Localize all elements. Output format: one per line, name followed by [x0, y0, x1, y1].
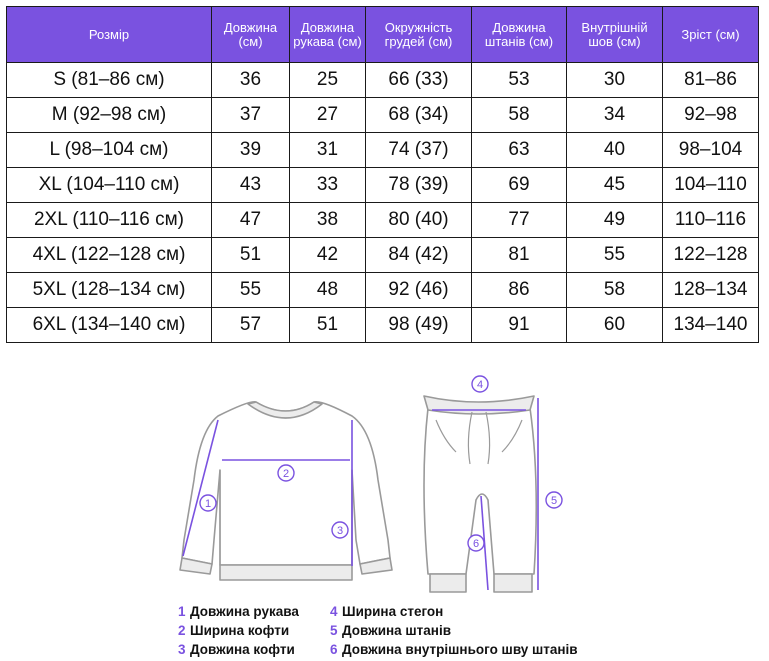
value-cell: 78 (39) [366, 168, 472, 203]
legend-number: 6 [330, 642, 338, 657]
header-height: Зріст (см) [663, 7, 759, 63]
value-cell: 68 (34) [366, 98, 472, 133]
value-cell: 38 [290, 203, 366, 238]
legend-label: Довжина штанів [342, 623, 452, 638]
value-cell: 51 [212, 238, 290, 273]
value-cell: 48 [290, 273, 366, 308]
value-cell: 98–104 [663, 133, 759, 168]
marker-5: 5 [550, 495, 558, 507]
size-cell: 5XL (128–134 см) [7, 273, 212, 308]
legend-label: Довжина кофти [190, 642, 295, 657]
marker-2: 2 [282, 468, 290, 480]
pants-right-cuff [494, 574, 532, 592]
size-cell: S (81–86 см) [7, 63, 212, 98]
marker-4: 4 [476, 379, 484, 391]
legend-number: 2 [178, 623, 186, 638]
legend-item [330, 603, 443, 621]
size-cell: 2XL (110–116 см) [7, 203, 212, 238]
value-cell: 30 [567, 63, 663, 98]
value-cell: 34 [567, 98, 663, 133]
value-cell: 77 [472, 203, 567, 238]
header-length: Довжина (см) [212, 7, 290, 63]
size-cell: L (98–104 см) [7, 133, 212, 168]
value-cell: 63 [472, 133, 567, 168]
value-cell: 86 [472, 273, 567, 308]
value-cell: 51 [290, 308, 366, 343]
value-cell: 53 [472, 63, 567, 98]
value-cell: 81–86 [663, 63, 759, 98]
header-inseam: Внутрішній шов (см) [567, 7, 663, 63]
value-cell: 98 (49) [366, 308, 472, 343]
size-cell: 4XL (122–128 см) [7, 238, 212, 273]
value-cell: 31 [290, 133, 366, 168]
pants-waistband [424, 396, 534, 414]
legend-number: 1 [178, 604, 186, 619]
size-cell: 6XL (134–140 см) [7, 308, 212, 343]
table-header-row [7, 7, 759, 63]
marker-6: 6 [472, 538, 480, 550]
value-cell: 55 [212, 273, 290, 308]
legend-label: Ширина кофти [190, 623, 290, 638]
value-cell: 49 [567, 203, 663, 238]
legend-label: Ширина стегон [342, 604, 444, 619]
value-cell: 39 [212, 133, 290, 168]
value-cell: 42 [290, 238, 366, 273]
value-cell: 27 [290, 98, 366, 133]
value-cell: 36 [212, 63, 290, 98]
value-cell: 92–98 [663, 98, 759, 133]
table-row [7, 133, 759, 168]
pants-left-cuff [430, 574, 466, 592]
value-cell: 134–140 [663, 308, 759, 343]
legend-item [178, 603, 299, 621]
legend-number: 5 [330, 623, 338, 638]
legend-number: 4 [330, 604, 338, 619]
header-size: Розмір [7, 7, 212, 63]
size-cell: XL (104–110 см) [7, 168, 212, 203]
value-cell: 33 [290, 168, 366, 203]
legend-number: 3 [178, 642, 186, 657]
value-cell: 92 (46) [366, 273, 472, 308]
marker-1: 1 [204, 498, 212, 510]
table-row [7, 98, 759, 133]
table-row [7, 168, 759, 203]
legend-label: Довжина рукава [190, 604, 299, 619]
header-sleeve-length: Довжина рукава (см) [290, 7, 366, 63]
value-cell: 45 [567, 168, 663, 203]
garment-diagram [0, 360, 769, 600]
table-row [7, 273, 759, 308]
value-cell: 104–110 [663, 168, 759, 203]
value-cell: 110–116 [663, 203, 759, 238]
table-row [7, 238, 759, 273]
value-cell: 55 [567, 238, 663, 273]
value-cell: 74 (37) [366, 133, 472, 168]
value-cell: 91 [472, 308, 567, 343]
value-cell: 25 [290, 63, 366, 98]
value-cell: 122–128 [663, 238, 759, 273]
value-cell: 43 [212, 168, 290, 203]
value-cell: 81 [472, 238, 567, 273]
table-row [7, 203, 759, 238]
size-table [6, 6, 759, 343]
table-row [7, 308, 759, 343]
legend-item [178, 641, 295, 659]
size-cell: M (92–98 см) [7, 98, 212, 133]
value-cell: 84 (42) [366, 238, 472, 273]
header-pants-length: Довжина штанів (см) [472, 7, 567, 63]
value-cell: 57 [212, 308, 290, 343]
value-cell: 69 [472, 168, 567, 203]
table-row [7, 63, 759, 98]
legend-item [330, 622, 451, 640]
value-cell: 66 (33) [366, 63, 472, 98]
value-cell: 128–134 [663, 273, 759, 308]
header-chest: Окружність грудей (см) [366, 7, 472, 63]
value-cell: 37 [212, 98, 290, 133]
value-cell: 58 [567, 273, 663, 308]
legend-item [178, 622, 289, 640]
value-cell: 47 [212, 203, 290, 238]
value-cell: 40 [567, 133, 663, 168]
value-cell: 60 [567, 308, 663, 343]
value-cell: 80 (40) [366, 203, 472, 238]
value-cell: 58 [472, 98, 567, 133]
marker-3: 3 [336, 525, 344, 537]
legend-label: Довжина внутрішнього шву штанів [342, 642, 578, 657]
legend-item [330, 641, 578, 659]
sweatshirt-outline [182, 402, 390, 565]
sweatshirt-hem [220, 565, 352, 580]
